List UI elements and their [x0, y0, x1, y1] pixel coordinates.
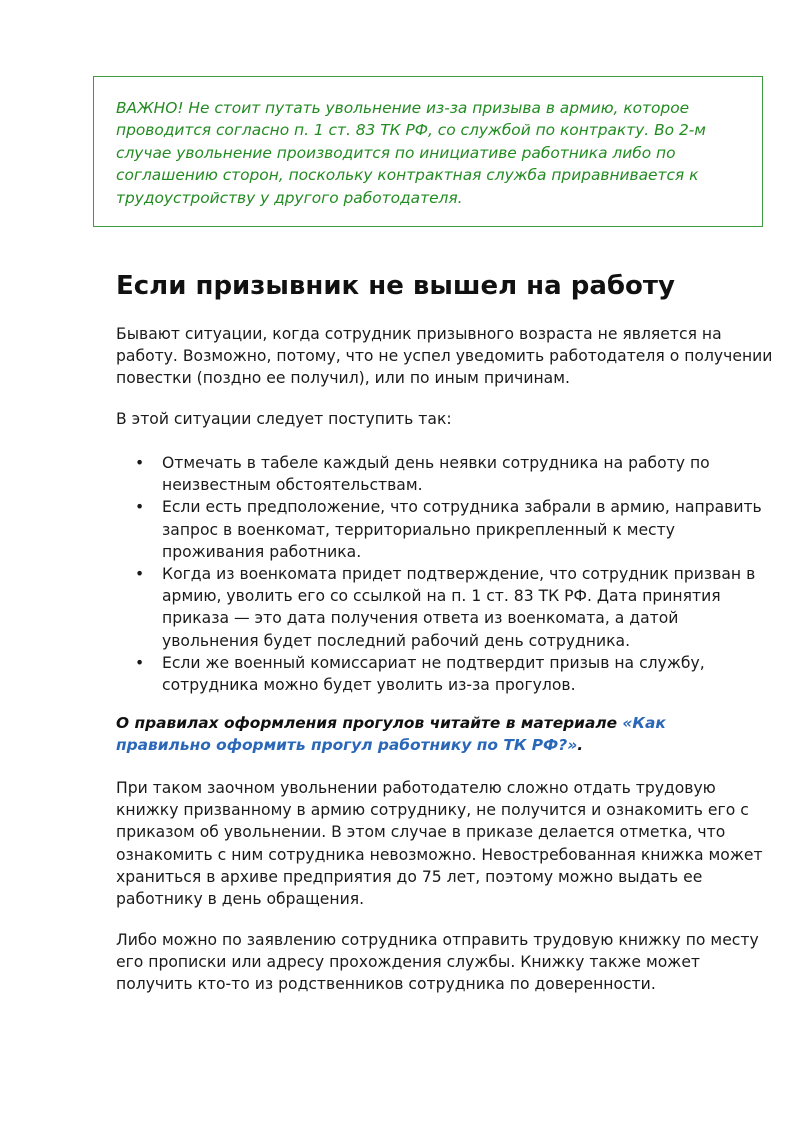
section-heading: Если призывник не вышел на работу: [116, 271, 675, 301]
list-item: [116, 496, 766, 563]
list-item: [116, 563, 766, 652]
reference-paragraph: [116, 712, 756, 757]
bullet-icon: •: [135, 653, 145, 672]
paragraph-steps-lead: В этой ситуации следует поступить так:: [116, 410, 452, 428]
list-item: [116, 652, 766, 696]
bullet-icon: •: [135, 565, 145, 584]
reference-prefix: О правилах оформления прогулов читайте в материале: [116, 714, 623, 732]
list-item-text: Если есть предположение, что сотрудника забрали в армию, направить запрос в военкомат, территориально прикрепленный к месту проживания работника.: [162, 498, 762, 561]
paragraph-intro: Бывают ситуации, когда сотрудник призывного возраста не является на работу. Возможно, потому, что не успел уведомить работодателя о получении повестки (поздно ее получил), или по иным причинам.: [116, 325, 773, 388]
bullet-icon: •: [135, 454, 145, 472]
reference-suffix: .: [577, 736, 584, 755]
paragraph-absent-dismissal: При таком заочном увольнении работодателю сложно отдать трудовую книжку призванному в армию сотруднику, не получится и ознакомить его с приказом об увольнении. В этом случае в приказе делается отметка, что ознакомить с ним сотрудника невозможно. Невостребованная книжка может храниться в архиве предприятия до 75 лет, поэтому можно выдать ее работнику в день обращения.: [116, 779, 763, 909]
bullet-icon: •: [135, 498, 145, 517]
list-item: [116, 452, 766, 496]
list-item-text: Если же военный комиссариат не подтвердит призыв на службу, сотрудника можно будет уволить из-за прогулов.: [162, 653, 705, 695]
list-item-text: Отмечать в табеле каждый день неявки сотрудника на работу по неизвестным обстоятельствам.: [162, 454, 710, 495]
paragraph-send-workbook: Либо можно по заявлению сотрудника отправить трудовую книжку по месту его прописки или адресу прохождения службы. Книжку также может получить кто-то из родственников сотрудника по доверенности.: [116, 931, 759, 994]
article-link[interactable]: «Как правильно оформить прогул работнику по ТК РФ?»: [116, 714, 666, 755]
important-note-box: [93, 76, 763, 227]
important-note-text: ВАЖНО! Не стоит путать увольнение из-за призыва в армию, которое проводится согласно п. 1 ст. 83 ТК РФ, со службой по контракту. Во 2-м случае увольнение производится по инициативе работника либо по соглашению сторон, поскольку контрактная служба приравнивается к трудоустройству у другого работодателя.: [116, 99, 706, 207]
steps-list: [116, 452, 766, 696]
list-item-text: Когда из военкомата придет подтверждение, что сотрудник призван в армию, уволить его со ссылкой на п. 1 ст. 83 ТК РФ. Дата принятия приказа — это дата получения ответа из военкомата, а датой увольнения будет последний рабочий день сотрудника.: [162, 565, 756, 650]
